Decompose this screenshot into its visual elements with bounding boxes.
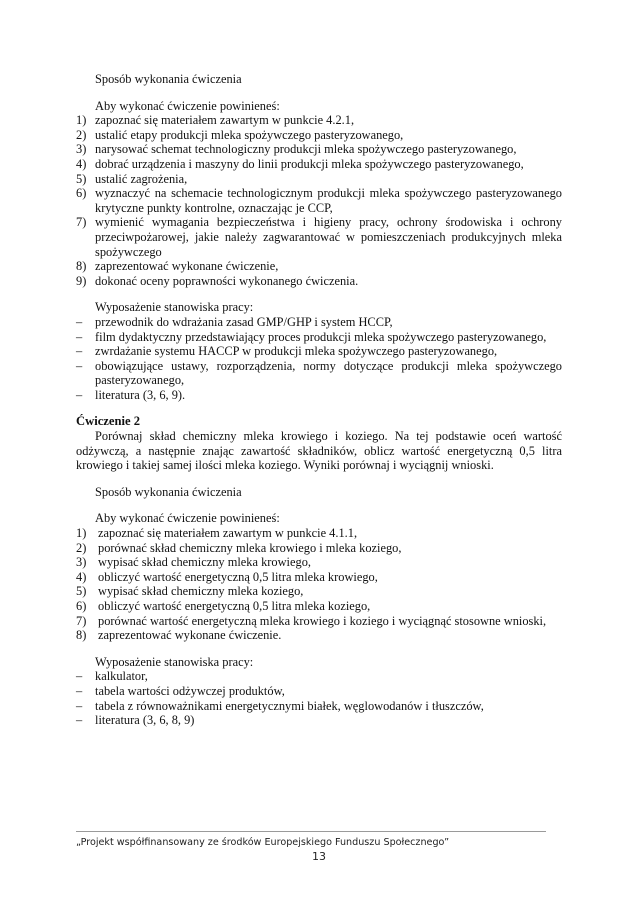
list-item-text: zaprezentować wykonane ćwiczenie,	[95, 259, 279, 274]
list-item-text: wypisać skład chemiczny mleka koziego,	[98, 584, 304, 599]
list-item	[76, 388, 562, 403]
list-item	[76, 541, 562, 556]
list-item	[76, 315, 562, 330]
list-item-text: zwrdażanie systemu HACCP w produkcji mleka spożywczego pasteryzowanego,	[95, 344, 498, 359]
list-item-text: wypisać skład chemiczny mleka krowiego,	[98, 555, 311, 570]
equipment-list	[76, 315, 562, 403]
list-number: 2)	[76, 127, 87, 142]
list-item-text: narysować schemat technologiczny produkcji mleka spożywczego pasteryzowanego,	[95, 142, 517, 157]
list-item	[76, 344, 562, 359]
dash-bullet: –	[76, 329, 83, 344]
list-item-text: zapoznać się materiałem zawartym w punkcie 4.1.1,	[98, 526, 358, 541]
list-number: 8)	[76, 259, 87, 274]
page-footer: „Projekt współfinansowany ze środków Europejskiego Funduszu Społecznego”	[76, 831, 546, 851]
list-number: 2)	[76, 540, 87, 555]
list-item	[76, 157, 562, 172]
list-number: 8)	[76, 628, 87, 643]
instructions-intro: Aby wykonać ćwiczenie powinieneś:	[95, 511, 280, 526]
list-number: 6)	[76, 599, 87, 613]
list-item	[76, 186, 562, 215]
steps-list	[76, 526, 562, 643]
dash-bullet: –	[76, 314, 83, 329]
list-item-text: zaprezentować wykonane ćwiczenie.	[98, 628, 282, 643]
list-item-text: tabela wartości odżywczej produktów,	[95, 683, 285, 698]
list-number: 4)	[76, 156, 87, 171]
steps-list	[76, 113, 562, 288]
list-number: 4)	[76, 569, 87, 584]
list-item	[76, 570, 562, 585]
page-content	[76, 72, 562, 728]
list-item-text: zapoznać się materiałem zawartym w punkcie 4.2.1,	[95, 113, 355, 128]
list-item-text: kalkulator,	[95, 669, 148, 684]
equipment-list	[76, 669, 562, 727]
list-number: 7)	[76, 215, 87, 230]
list-item-text: tabela z równoważnikami energetycznymi białek, węglowodanów i tłuszczów,	[95, 698, 484, 713]
list-item	[76, 628, 562, 643]
list-item	[76, 359, 562, 388]
list-item-text: obliczyć wartość energetyczną 0,5 litra mleka krowiego,	[98, 569, 378, 584]
section-heading: Sposób wykonania ćwiczenia	[95, 484, 242, 499]
dash-bullet: –	[76, 387, 83, 402]
equipment-heading: Wyposażenie stanowiska pracy:	[95, 654, 254, 669]
list-number: 9)	[76, 273, 87, 288]
list-item	[76, 215, 562, 259]
list-item	[76, 259, 562, 274]
list-item	[76, 128, 562, 143]
list-number: 1)	[76, 113, 87, 128]
list-item	[76, 274, 562, 289]
list-item	[76, 713, 562, 728]
exercise-title: Ćwiczenie 2	[76, 414, 140, 429]
list-item	[76, 330, 562, 345]
list-item-text: porównać wartość energetyczną mleka krowiego i koziego i wyciągnąć stosowne wnioski,	[98, 613, 547, 628]
list-number: 6)	[76, 186, 87, 201]
list-item	[76, 172, 562, 187]
list-item-text: dobrać urządzenia i maszyny do linii produkcji mleka spożywczego pasteryzowanego,	[95, 156, 524, 171]
page-number: 13	[312, 850, 326, 863]
list-item-text: ustalić zagrożenia,	[95, 171, 188, 186]
list-item-text: przewodnik do wdrażania zasad GMP/GHP i system HCCP,	[95, 314, 393, 329]
list-item	[76, 684, 562, 699]
dash-bullet: –	[76, 713, 83, 728]
dash-bullet: –	[76, 698, 83, 713]
dash-bullet: –	[76, 683, 83, 698]
list-number: 7)	[76, 613, 87, 628]
list-item	[76, 142, 562, 157]
list-number: 5)	[76, 584, 87, 599]
list-item-text: porównać skład chemiczny mleka krowiego i mleka koziego,	[98, 540, 402, 555]
section-heading: Sposób wykonania ćwiczenia	[95, 72, 242, 86]
list-item	[76, 699, 562, 714]
list-item	[76, 669, 562, 684]
list-item-text: wymienić wymagania bezpieczeństwa i higieny pracy, ochrony środowiska i ochrony przeciwpożarowej, jakie należy zagwarantować w pomieszczeniach produkcyjnych mleka spożywczego	[95, 215, 562, 259]
list-item-text: film dydaktyczny przedstawiający proces produkcji mleka spożywczego pasteryzowanego,	[95, 329, 547, 344]
list-item-text: obliczyć wartość energetyczną 0,5 litra mleka koziego,	[98, 599, 371, 613]
list-number: 1)	[76, 526, 87, 541]
list-item-text: dokonać oceny poprawności wykonanego ćwiczenia.	[95, 273, 359, 288]
list-number: 3)	[76, 142, 87, 157]
list-item	[76, 555, 562, 570]
dash-bullet: –	[76, 669, 83, 684]
list-item	[76, 614, 562, 629]
list-item	[76, 584, 562, 599]
dash-bullet: –	[76, 358, 83, 373]
list-item-text: obowiązujące ustawy, rozporządzenia, normy dotyczące produkcji mleka spożywczego pasteryzowanego,	[95, 358, 562, 388]
exercise-description: Porównaj skład chemiczny mleka krowiego i koziego. Na tej podstawie oceń wartość odżywczą, a następnie znając zawartość składników, oblicz wartość energetyczną 0,5 litra krowiego i takiej samej ilości mleka koziego. Wyniki porównaj i wyciągnij wnioski.	[76, 429, 562, 473]
list-number: 5)	[76, 171, 87, 186]
list-item	[76, 526, 562, 541]
list-item-text: literatura (3, 6, 9).	[95, 387, 186, 402]
equipment-heading: Wyposażenie stanowiska pracy:	[95, 300, 254, 315]
list-item	[76, 599, 562, 614]
list-item	[76, 113, 562, 128]
dash-bullet: –	[76, 344, 83, 359]
list-item-text: ustalić etapy produkcji mleka spożywczego pasteryzowanego,	[95, 127, 404, 142]
list-item-text: literatura (3, 6, 8, 9)	[95, 713, 195, 728]
list-number: 3)	[76, 555, 87, 570]
list-item-text: wyznaczyć na schemacie technologicznym produkcji mleka spożywczego pasteryzowanego krytyczne punkty kontrolne, oznaczając je CCP,	[95, 186, 562, 215]
instructions-intro: Aby wykonać ćwiczenie powinieneś:	[95, 98, 280, 113]
